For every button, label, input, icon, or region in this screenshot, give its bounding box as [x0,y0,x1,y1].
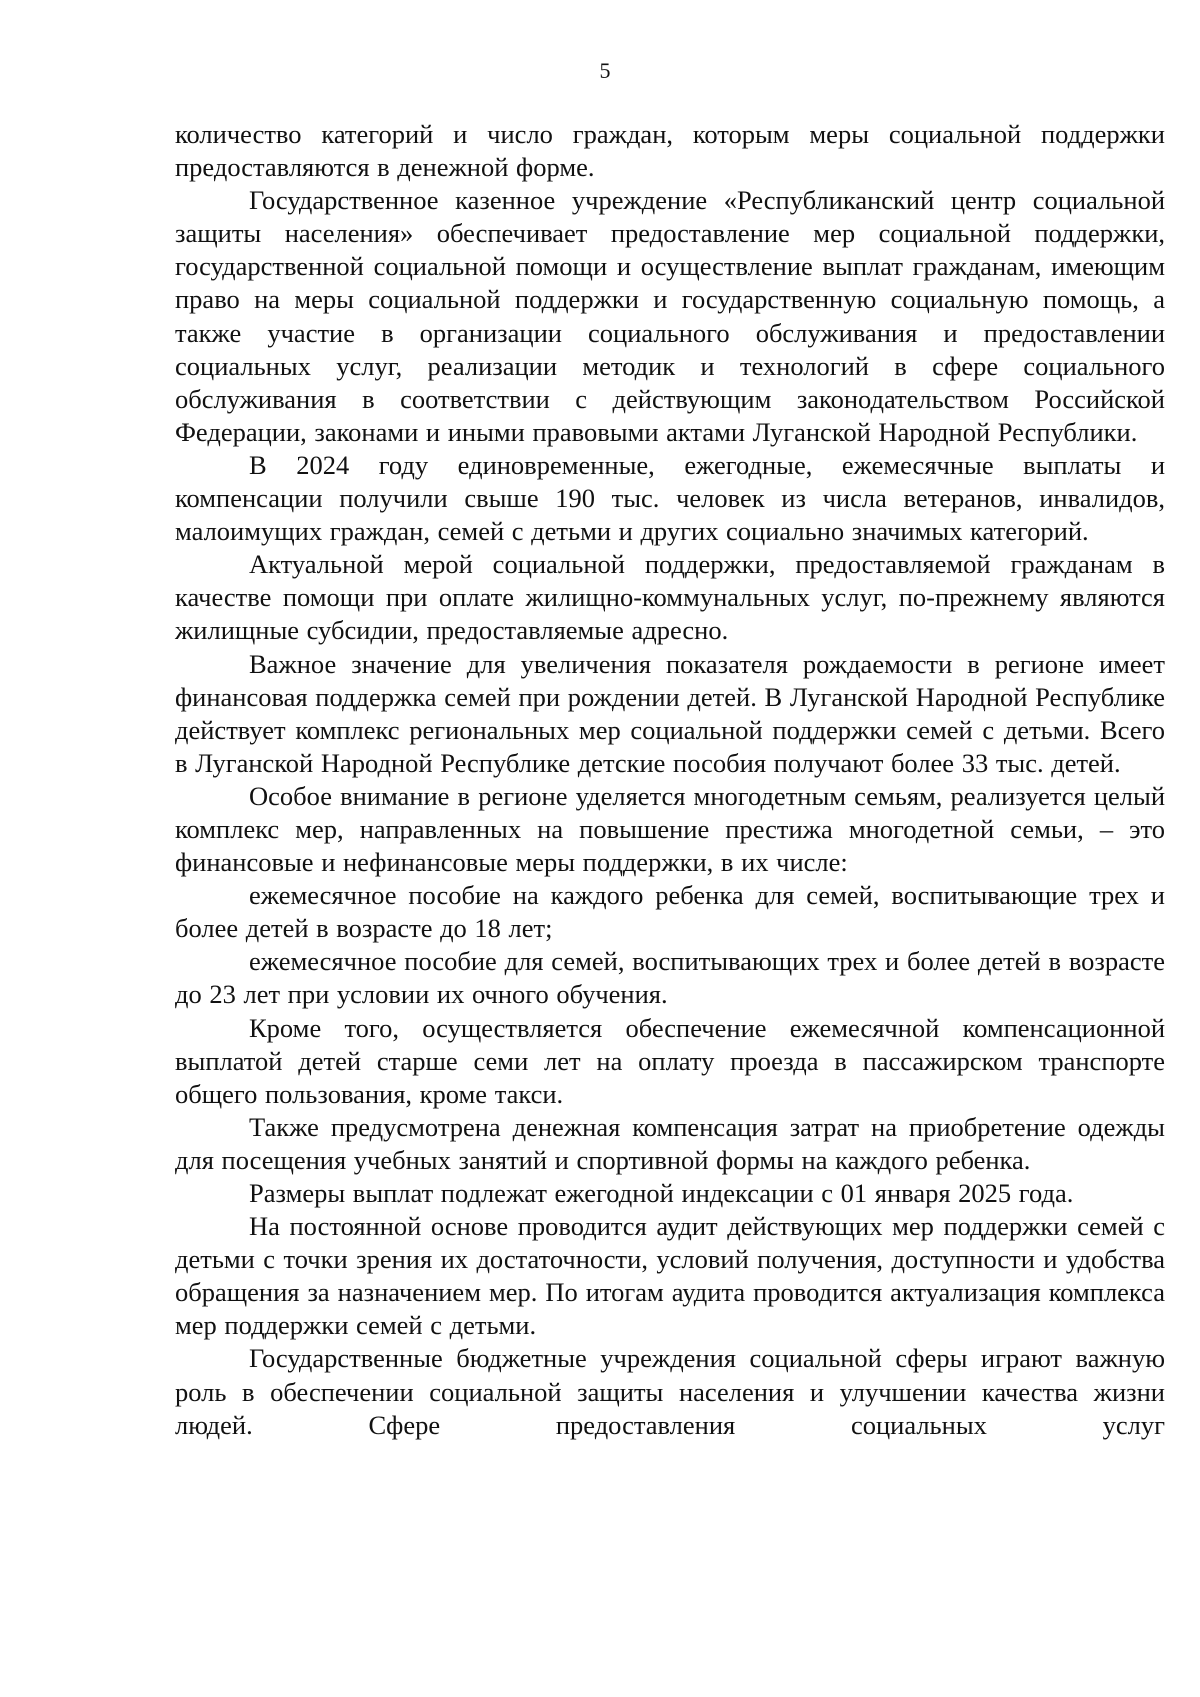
page-number: 5 [599,58,611,83]
paragraph-budget-institutions: Государственные бюджетные учреждения социальной сферы играют важную роль в обеспечении социальной защиты населения и улучшении качества жизни людей. Сфере предоставления социальных услуг [175,1343,1165,1440]
document-body [175,118,1165,1442]
list-item-monthly-allowance-18: ежемесячное пособие на каждого ребенка для семей, воспитывающие трех и более детей в возрасте до 18 лет; [175,880,1165,944]
paragraph-payments-2024: В 2024 году единовременные, ежегодные, ежемесячные выплаты и компенсации получили свыше 190 тыс. человек из числа ветеранов, инвалидов, малоимущих граждан, семей с детьми и других социально значимых категорий. [175,449,1165,547]
paragraph-indexation: Размеры выплат подлежат ежегодной индексации с 01 января 2025 года. [249,1178,1074,1208]
paragraph-social-protection-center: Государственное казенное учреждение «Республиканский центр социальной защиты населения» обеспечивает предоставление мер социальной поддержки, государственной социальной помощи и осуществление выплат гражданам, имеющим право на меры социальной поддержки и государственную социальную помощь, а также участие в организации социального обслуживания и предоставлении социальных услуг, реализации методик и технологий в сфере социального обслуживания в соответствии с действующим законодательством Российской Федерации, законами и иными правовыми актами Луганской Народной Республики. [175,185,1165,447]
paragraph-transport-compensation: Кроме того, осуществляется обеспечение ежемесячной компенсационной выплатой детей старше семи лет на оплату проезда в пассажирском транспорте общего пользования, кроме такси. [175,1012,1165,1109]
list-item-monthly-allowance-23: ежемесячное пособие для семей, воспитывающих трех и более детей в возрасте до 23 лет при условии их очного обучения. [175,946,1165,1010]
paragraph-family-support: Важное значение для увеличения показателя рождаемости в регионе имеет финансовая поддержка семей при рождении детей. В Луганской Народной Республике действует комплекс региональных мер социальной поддержки семей с детьми. Всего в Луганской Народной Республике детские пособия получают более 33 тыс. детей. [175,648,1165,778]
paragraph-large-families: Особое внимание в регионе уделяется многодетным семьям, реализуется целый комплекс мер, направленных на повышение престижа многодетной семьи, – это финансовые и нефинансовые меры поддержки, в их числе: [175,780,1165,878]
paragraph-audit: На постоянной основе проводится аудит действующих мер поддержки семей с детьми с точки зрения их достаточности, условий получения, доступности и удобства обращения за назначением мер. По итогам аудита проводится актуализация комплекса мер поддержки семей с детьми. [175,1211,1165,1341]
paragraph-clothing-compensation: Также предусмотрена денежная компенсация затрат на приобретение одежды для посещения учебных занятий и спортивной формы на каждого ребенка. [175,1111,1165,1175]
paragraph-housing-subsidies: Актуальной мерой социальной поддержки, предоставляемой гражданам в качестве помощи при оплате жилищно-коммунальных услуг, по-прежнему являются жилищные субсидии, предоставляемые адресно. [175,549,1165,646]
paragraph-continuation: количество категорий и число граждан, которым меры социальной поддержки предоставляются в денежной форме. [175,119,1165,183]
